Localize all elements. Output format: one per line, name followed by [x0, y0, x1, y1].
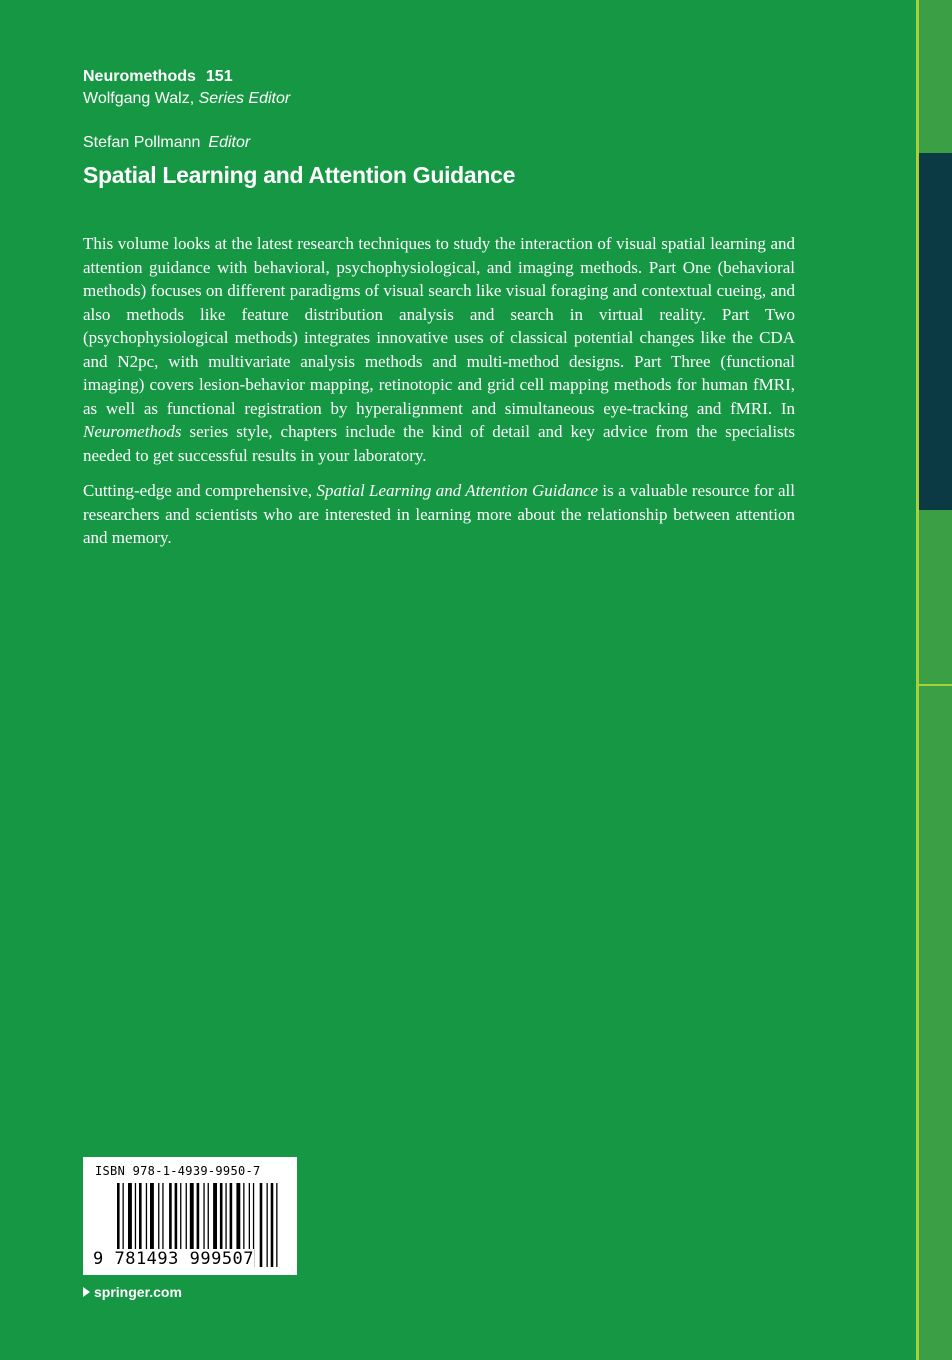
series-editor-name: Wolfgang Walz, — [83, 90, 195, 107]
p2-italic: Spatial Learning and Attention Guidance — [316, 481, 599, 500]
barcode — [83, 1157, 297, 1275]
description — [83, 232, 795, 562]
series-editor-line — [83, 88, 290, 110]
series-name: Neuromethods — [83, 68, 196, 85]
series-line — [83, 66, 290, 88]
p1-end: series style, chapters include the kind of detail and key advice from the specialists needed to get successful results in your laboratory. — [83, 422, 795, 465]
series-editor-role: Series Editor — [198, 90, 291, 107]
spine-dark-band — [919, 153, 952, 510]
p1-italic: Neuromethods — [83, 422, 182, 441]
p2-end: is a valuable resource for all researchers and scientists who are interested in learning more about the relationship between attention and memory. — [83, 481, 795, 547]
p1-text: This volume looks at the latest research techniques to study the interaction of visual spatial learning and attention guidance with behavioral, psychophysiological, and imaging methods. Part One (behavioral methods) focuses on different paradigms of visual search like visual foraging and contextual cueing, and also methods like feature distribution analysis and search in virtual reality. Part Two (psychophysiological methods) integrates innovative uses of classical potential changes like the CDA and N2pc, with multivariate analysis methods and multi-method designs. Part Three (functional imaging) covers lesion-behavior mapping, retinotopic and grid cell mapping methods for human fMRI, as well as functional registration by hyperalignment and simultaneous eye-tracking and fMRI. In — [83, 234, 795, 418]
description-paragraph-2 — [83, 479, 795, 550]
arrow-right-icon — [83, 1287, 90, 1297]
book-title: Spatial Learning and Attention Guidance — [83, 162, 516, 188]
publisher-link[interactable] — [83, 1283, 182, 1301]
description-paragraph-1 — [83, 232, 795, 467]
editor-role: Editor — [208, 134, 251, 151]
publisher-url: springer.com — [94, 1284, 182, 1300]
barcode-digits: 9 781493 999507 — [93, 1249, 255, 1269]
editor-name: Stefan Pollmann — [83, 134, 201, 151]
isbn-label: ISBN 978-1-4939-9950-7 — [95, 1164, 261, 1178]
p2-start: Cutting-edge and comprehensive, — [83, 481, 317, 500]
spine-divider — [919, 684, 952, 686]
editor-line — [83, 132, 250, 154]
series-header — [83, 66, 290, 110]
series-number: 151 — [205, 68, 233, 85]
